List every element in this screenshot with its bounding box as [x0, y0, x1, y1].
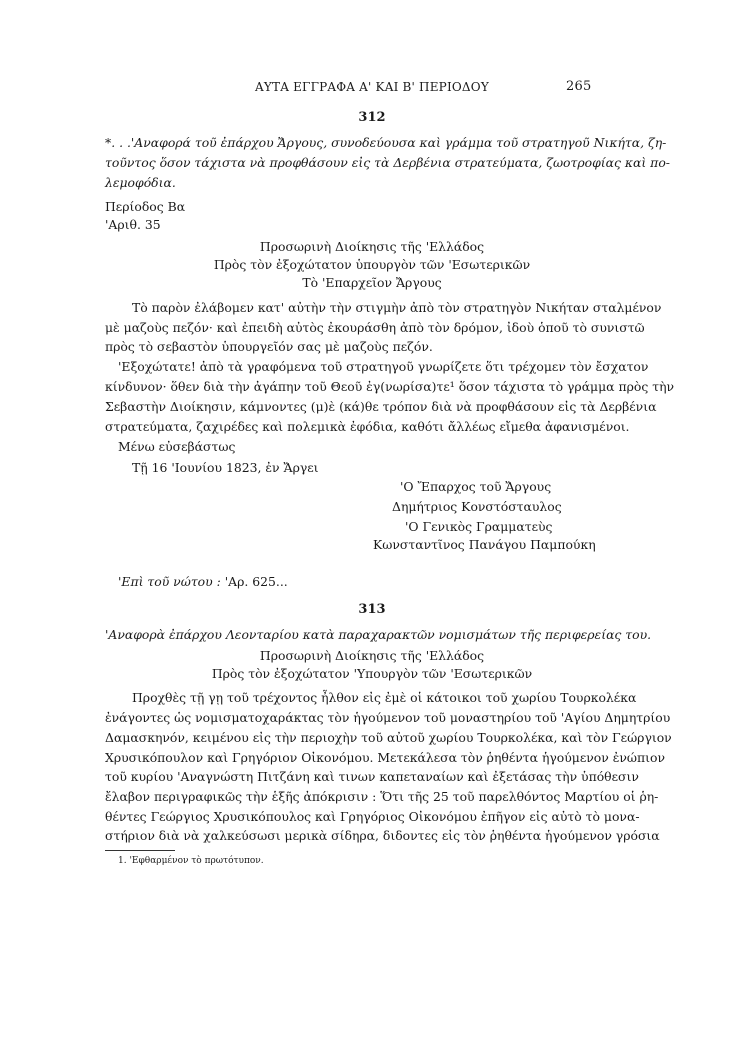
summary-line-1: *. . .'Αναφορά τοῦ ἐπάρχου Ἄργους, συνοδεύουσα καὶ γράμμα τοῦ στρατηγοῦ Νικήτα, ζη-	[105, 135, 667, 150]
closing-formula: Μένω εὐσεβάστως	[118, 439, 236, 454]
paragraph-313-line-5: τοῦ κυρίου 'Αναγνώστη Πιτζάνη καὶ τινων καπεταναίων καὶ ἐξετάσας τὴν ὑπόθεσιν	[105, 769, 639, 784]
address-line-2: Πρὸς τὸν ἐξοχώτατον ὑπουργὸν τῶν 'Εσωτερικῶν	[213, 257, 531, 272]
footnote-rule	[105, 850, 175, 851]
verso-note	[118, 572, 288, 592]
paragraph-313-line-6: ἔλαβον περιγραφικῶς τὴν ἑξῆς ἀπόκρισιν : Ὅτι τῆς 25 τοῦ παρελθόντος Μαρτίου οἱ ῥη-	[105, 789, 659, 804]
signature-name-1: Δημήτριος Κονστόσταυλος	[392, 499, 562, 514]
paragraph-2-line-3: Σεβαστὴν Διοίκησιν, κάμνοντες (μ)ὲ (κά)θε τρόπον διὰ νὰ προφθάσουν εἰς τὰ Δερβένια	[105, 399, 657, 414]
summary-line-2: τοῦντος ὅσον τάχιστα νὰ προφθάσουν εἰς τὰ Δερβένια στρατεύματα, ζωοτροφίας καὶ πο-	[105, 155, 670, 170]
paragraph-313-line-8: στήριον διὰ νὰ χαλκεύσωσι μερικὰ σίδηρα, διδοντες εἰς τὸν ῥηθέντα ἡγούμενον γρόσια	[105, 828, 660, 843]
page-number: 265	[566, 79, 592, 94]
paragraph-313-line-1: Προχθὲς τῇ γῃ τοῦ τρέχοντος ἦλθον εἰς ἐμὲ οἱ κάτοικοι τοῦ χωρίου Τουρκολέκα	[132, 690, 637, 705]
summary-line-3: λεμοφόδια.	[105, 175, 176, 190]
footnote: 1. 'Εφθαρμένον τὸ πρωτότυπον.	[118, 856, 264, 866]
verso-label: 'Επὶ τοῦ νώτου :	[118, 574, 221, 589]
summary-313: 'Αναφορὰ ἐπάρχου Λεονταρίου κατὰ παραχαρακτῶν νομισμάτων τῆς περιφερείας του.	[105, 627, 652, 642]
document-number-313: 313	[358, 602, 386, 617]
signature-title-1: 'Ο Ἔπαρχος τοῦ Ἄργους	[400, 479, 552, 494]
address-line-3: Τὸ 'Επαρχεῖον Ἄργους	[302, 275, 442, 290]
address-313-line-2: Πρὸς τὸν ἐξοχώτατον 'Υπουργὸν τῶν 'Εσωτερικῶν	[211, 666, 533, 681]
verso-text: 'Αρ. 625...	[224, 574, 288, 589]
paragraph-313-line-3: Δαμασκηνόν, κειμένου εἰς τὴν περιοχὴν τοῦ αὐτοῦ χωρίου Τουρκολέκα, καὶ τὸν Γεώργιον	[105, 730, 672, 745]
running-title: ΑΥΤΑ ΕΓΓΡΑΦΑ Α' ΚΑΙ Β' ΠΕΡΙΟΔΟΥ	[255, 80, 489, 94]
paragraph-1-line-1: Τὸ παρὸν ἐλάβομεν κατ' αὐτὴν τὴν στιγμὴν ἀπὸ τὸν στρατηγὸν Νικήταν σταλμένον	[132, 300, 662, 315]
signature-title-2: 'Ο Γενικὸς Γραμματεὺς	[405, 519, 553, 534]
address-line-1: Προσωρινὴ Διοίκησις τῆς 'Ελλάδος	[259, 239, 485, 254]
paragraph-313-line-2: ἐνάγοντες ὡς νομισματοχαράκτας τὸν ἡγούμενον τοῦ μοναστηρίου τοῦ 'Αγίου Δημητρίου	[105, 710, 671, 725]
address-313-line-1: Προσωρινὴ Διοίκησις τῆς 'Ελλάδος	[259, 648, 485, 663]
signature-name-2: Κωνσταντῖνος Πανάγου Παμπούκη	[373, 537, 596, 552]
period-label: Περίοδος Βα	[105, 199, 186, 214]
paragraph-1-line-2: μὲ μαζοὺς πεζόν· καὶ ἐπειδὴ αὐτὸς ἐκουράσθη ἀπὸ τὸν δρόμον, ἰδοὺ ὁποῦ τὸ συνιστῶ	[105, 320, 645, 335]
paragraph-2-line-1: 'Εξοχώτατε! ἀπὸ τὰ γραφόμενα τοῦ στρατηγοῦ γνωρίζετε ὅτι τρέχομεν τὸν ἔσχατον	[118, 359, 649, 374]
paragraph-313-line-7: θέντες Γεώργιος Χρυσικόπουλος καὶ Γρηγόριος Οἰκονόμου ἐπῆγον εἰς αὐτὸ τὸ μονα-	[105, 809, 640, 824]
paragraph-313-line-4: Χρυσικόπουλον καὶ Γρηγόριον Οἰκονόμου. Μετεκάλεσα τὸν ῥηθέντα ἡγούμενον ἐνώπιον	[105, 750, 665, 765]
document-number-312: 312	[358, 110, 386, 125]
paragraph-1-line-3: πρὸς τὸ σεβαστὸν ὑπουργεῖόν σας μὲ μαζοὺς πεζόν.	[105, 339, 433, 354]
arith-label: 'Αριθ. 35	[105, 217, 161, 232]
date-place: Τῇ 16 'Ιουνίου 1823, ἐν Ἄργει	[132, 460, 319, 475]
paragraph-2-line-4: στρατεύματα, ζαχιρέδες καὶ πολεμικὰ ἐφόδια, καθότι ἄλλέως εἴμεθα ἀφανισμένοι.	[105, 419, 630, 434]
paragraph-2-line-2: κίνδυνον· ὅθεν διὰ τὴν ἀγάπην τοῦ Θεοῦ ἐγ(νωρίσα)τε¹ ὅσον τάχιστα τὸ γράμμα πρὸς τὴν	[105, 379, 675, 394]
